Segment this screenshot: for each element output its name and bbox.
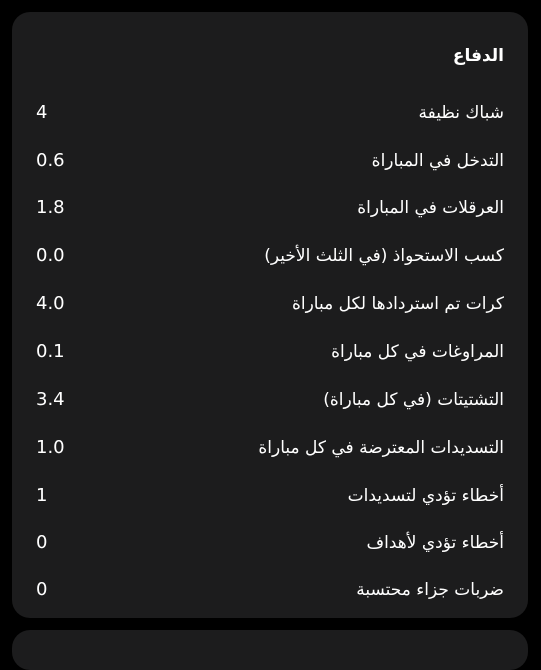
stat-label: العرقلات في المباراة	[357, 198, 504, 218]
stat-row-blocked-shots	[36, 433, 504, 463]
stat-value: 0	[36, 532, 48, 553]
stat-row-recoveries	[36, 289, 504, 319]
stat-label: كسب الاستحواذ (في الثلث الأخير)	[264, 246, 504, 266]
next-section-card	[12, 630, 528, 670]
stat-label: التسديدات المعترضة في كل مباراة	[258, 438, 504, 458]
stat-value: 3.4	[36, 389, 65, 410]
stat-row-interceptions	[36, 193, 504, 223]
stat-value: 0.0	[36, 245, 65, 266]
stat-row-possession-won	[36, 241, 504, 271]
stat-label: أخطاء تؤدي لتسديدات	[347, 486, 504, 506]
stat-value: 1	[36, 485, 48, 506]
stat-value: 1.0	[36, 437, 65, 458]
stat-label: كرات تم استردادها لكل مباراة	[291, 294, 504, 314]
stat-value: 0.6	[36, 150, 65, 171]
stat-value: 0.1	[36, 341, 65, 362]
stat-label: ضربات جزاء محتسبة	[356, 580, 504, 600]
stat-row-clearances	[36, 385, 504, 415]
stat-value: 4	[36, 102, 48, 123]
stat-label: أخطاء تؤدي لأهداف	[366, 533, 504, 553]
stat-row-tackles	[36, 146, 504, 176]
stat-row-clean-sheets	[36, 98, 504, 128]
defense-stats-card	[12, 12, 528, 618]
stat-value: 4.0	[36, 293, 65, 314]
stat-label: التشتيتات (في كل مباراة)	[323, 390, 504, 410]
stat-label: المراوغات في كل مباراة	[331, 342, 504, 362]
stat-value: 0	[36, 579, 48, 600]
stat-row-errors-to-shots	[36, 481, 504, 511]
stat-row-penalties-conceded	[36, 575, 504, 605]
stat-value: 1.8	[36, 197, 65, 218]
stat-label: التدخل في المباراة	[371, 151, 504, 171]
stat-row-errors-to-goals	[36, 528, 504, 558]
section-title: الدفاع	[452, 46, 504, 66]
stat-label: شباك نظيفة	[418, 103, 504, 123]
stat-row-dribbled-past	[36, 337, 504, 367]
